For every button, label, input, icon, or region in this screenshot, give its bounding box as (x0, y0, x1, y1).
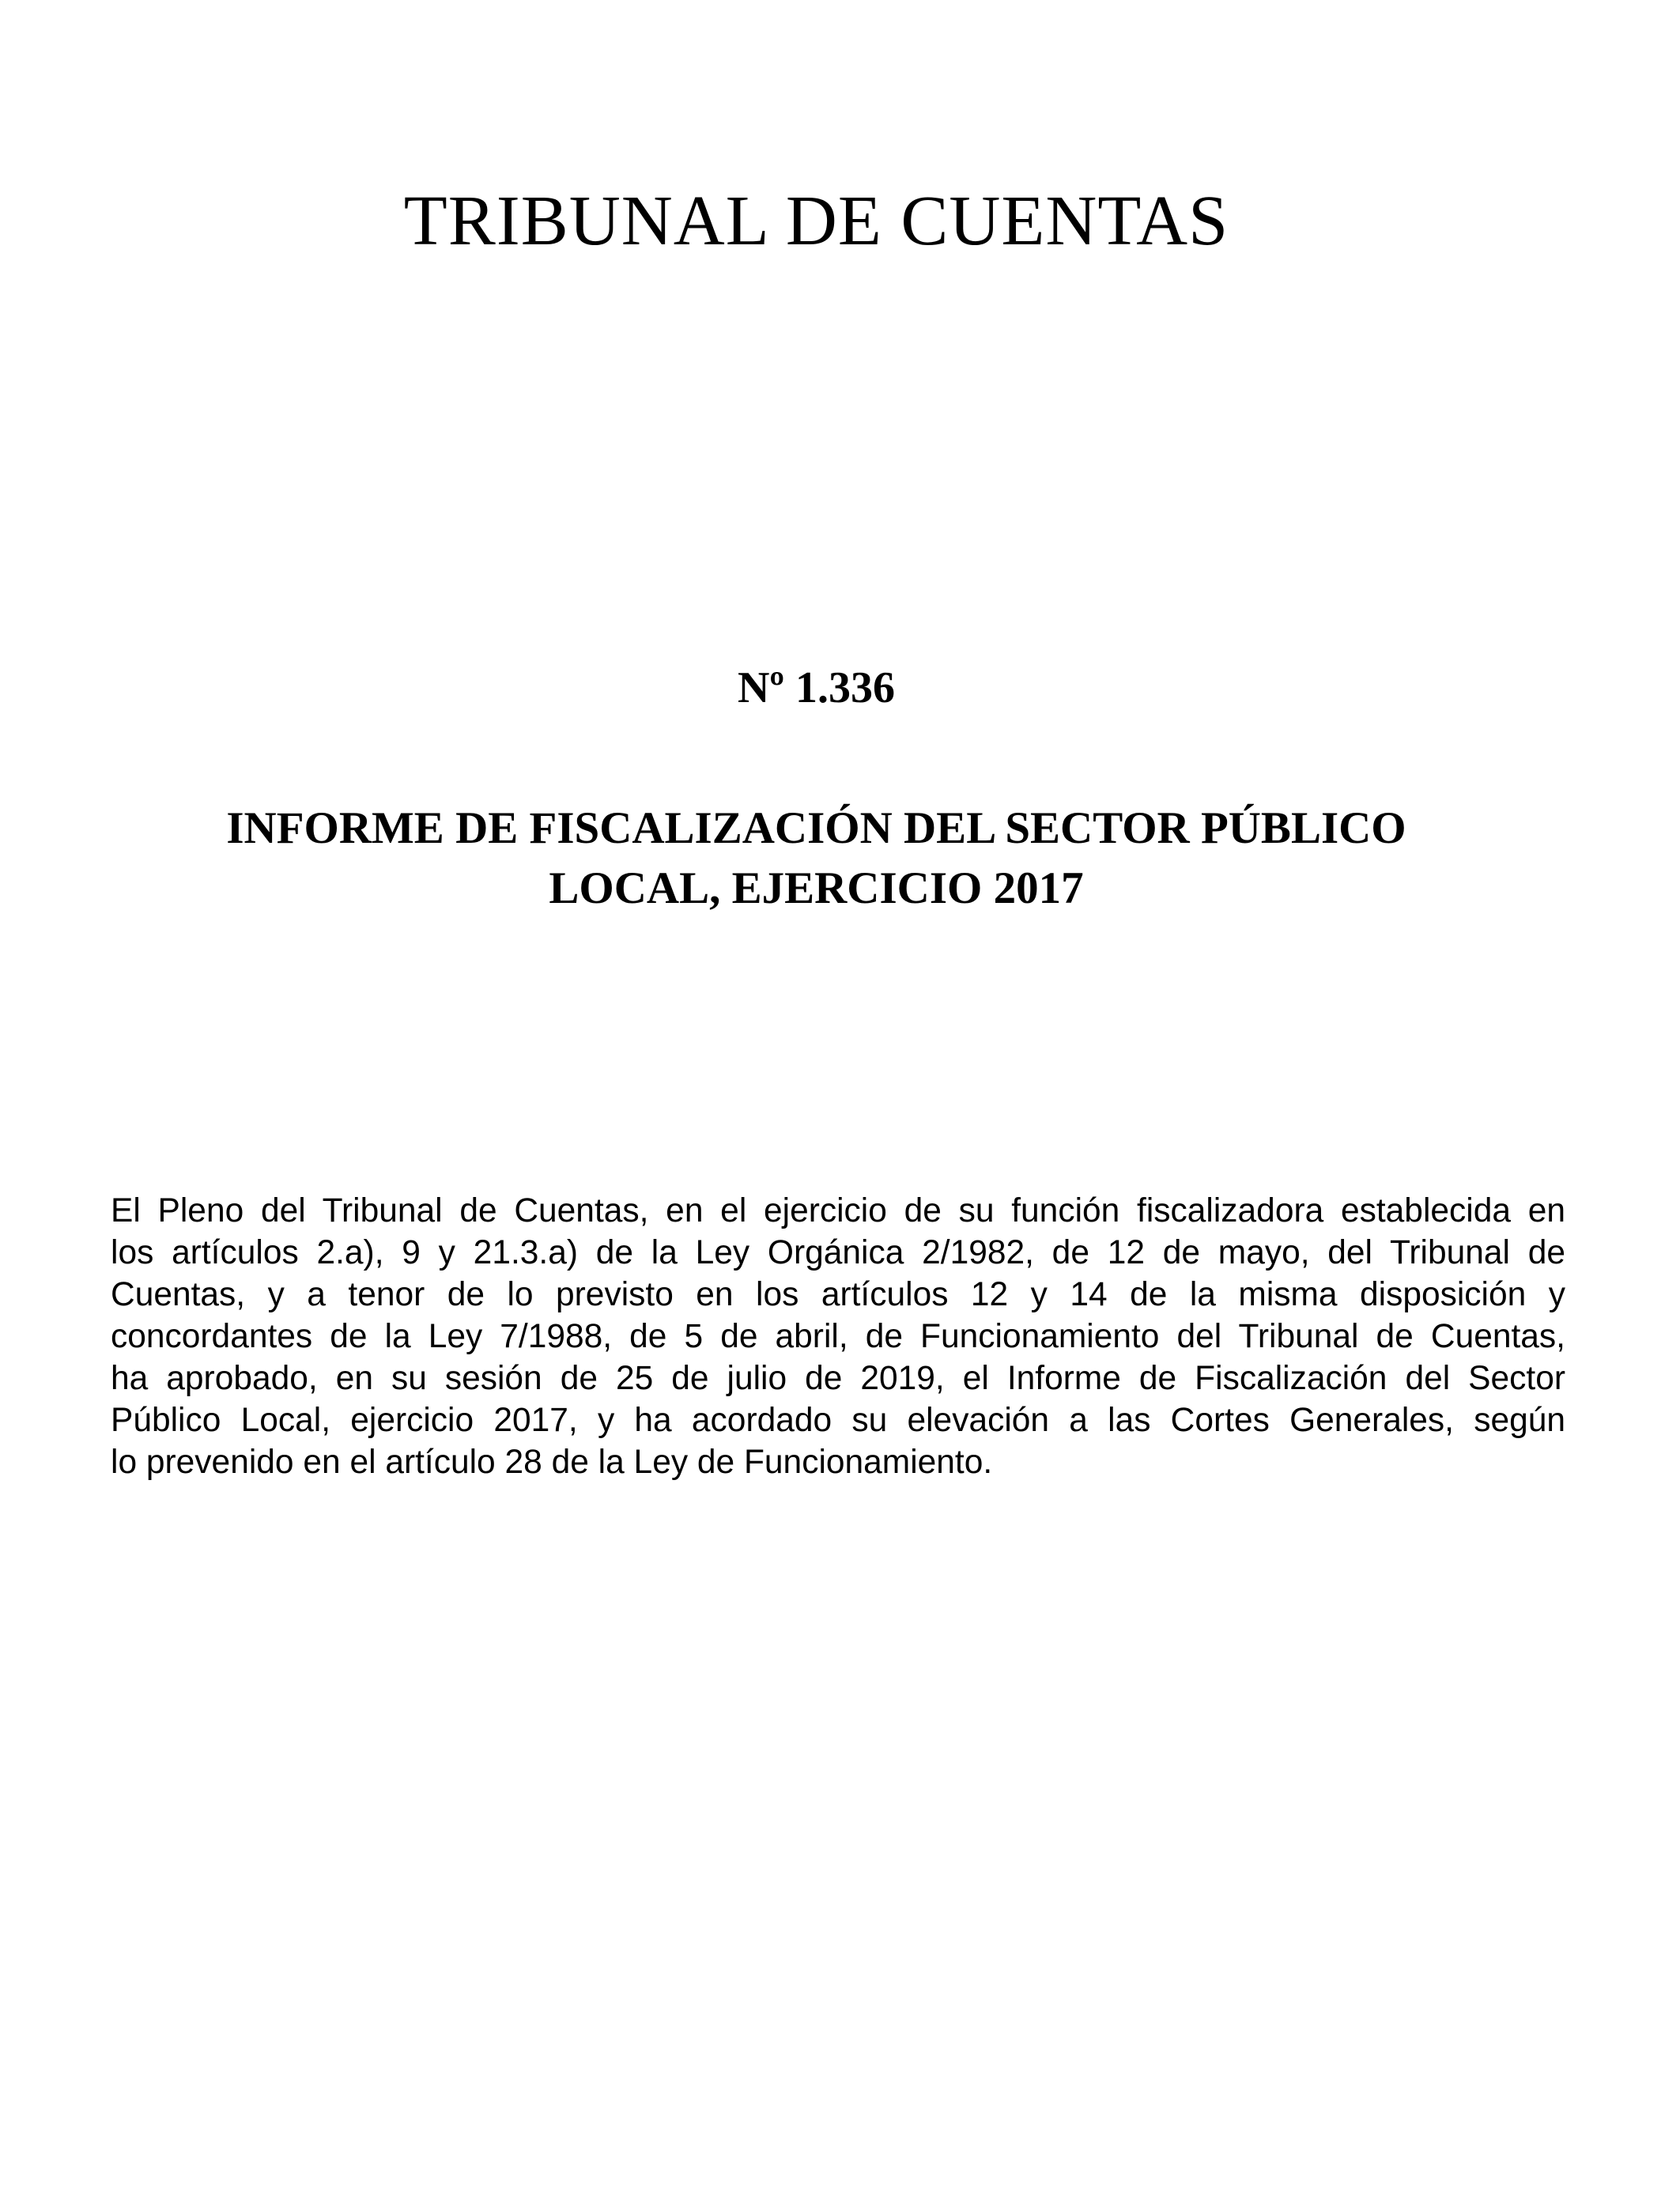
report-title (111, 799, 1522, 919)
body-line: El Pleno del Tribunal de Cuentas, en el ejercicio de su función fiscalizadora establecida en (111, 1192, 1565, 1229)
body-line: los artículos 2.a), 9 y 21.3.a) de la Ley Orgánica 2/1982, de 12 de mayo, del Tribunal de (111, 1234, 1565, 1271)
body-line: ha aprobado, en su sesión de 25 de julio de 2019, el Informe de Fiscalización del Sector (111, 1360, 1565, 1397)
body-line: concordantes de la Ley 7/1988, de 5 de abril, de Funcionamiento del Tribunal de Cuentas, (111, 1318, 1565, 1355)
report-title-line: LOCAL, EJERCICIO 2017 (549, 863, 1084, 913)
body-paragraph (111, 1190, 1565, 1483)
organization-title: TRIBUNAL DE CUENTAS (403, 182, 1229, 260)
body-line: Público Local, ejercicio 2017, y ha acordado su elevación a las Cortes Generales, según (111, 1402, 1565, 1439)
report-title-line: INFORME DE FISCALIZACIÓN DEL SECTOR PÚBLICO (226, 803, 1406, 853)
report-number: Nº 1.336 (738, 663, 895, 712)
body-line: lo prevenido en el artículo 28 de la Ley de Funcionamiento. (111, 1444, 993, 1481)
body-line: Cuentas, y a tenor de lo previsto en los artículos 12 y 14 de la misma disposición y (111, 1276, 1565, 1313)
